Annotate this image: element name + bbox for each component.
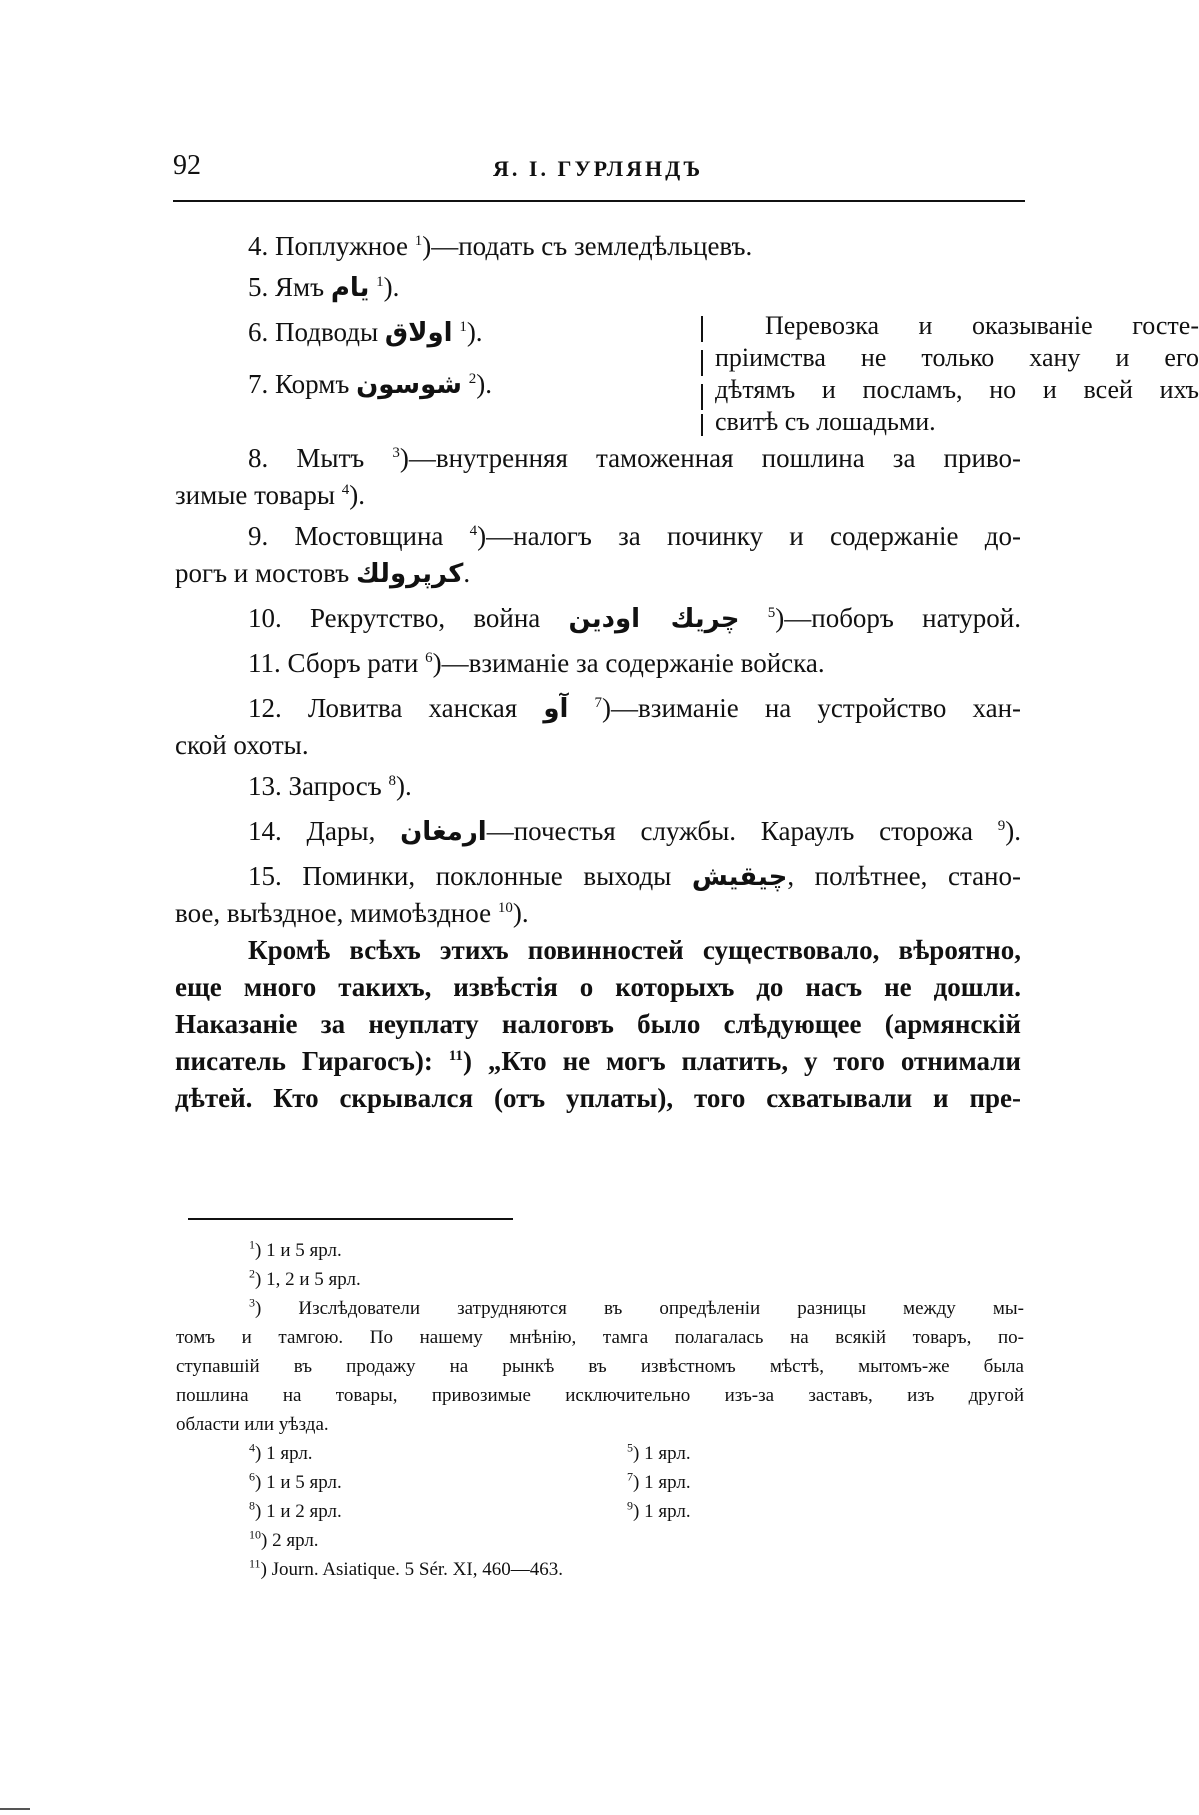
paragraph: Кромѣ всѣхъ этихъ повинностей существовало, вѣроятно, еще много такихъ, извѣстія о которыхъ до насъ не дошли. Наказаніе за неуплату налоговъ было слѣдующее (армянскій писатель Гирагосъ): $^{11}$) „Кто не могъ платить, у того отнимали дѣтей. Кто скрывался (отъ уплаты), того схватывали и пре- [175,935,1021,1113]
item-15: 15. Поминки, поклонные выходы چيقيش, полѣтнее, стано- вое, выѣздное, мимоѣздное $^{10}$). [175,861,1021,928]
footnote-9: $^9$) 1 ярл. [627,1498,691,1522]
brace-line [701,414,703,436]
running-head [173,150,1025,194]
footnote-row [176,1439,1024,1468]
item-14: 14. Дары, ارمغان—почестья службы. Караулъ сторожа $^9$). [248,816,1022,847]
footnote-row [176,1497,1024,1526]
item-8: 8. Мытъ $^3$)—внутренняя таможенная пошлина за приво- зимые товары $^4$). [175,443,1021,510]
item-12: 12. Ловитва ханская آو $^7$)—взиманіе на устройство хан- ской охоты. [175,693,1022,760]
page-number: 92 [173,150,201,181]
bracket-group [175,310,1199,440]
arabic-term: ارمغان [400,817,487,847]
item-4: 4. Поплужное $^1$)—подать съ земледѣльцевъ. [248,231,753,261]
item-11: 11. Сборъ рати $^6$)—взиманіе за содержаніе войска. [248,648,825,678]
item-10: 10. Рекрутство, война چريك اودين $^5$)—поборъ натурой. [248,603,1021,634]
item-13: 13. Запросъ $^8$). [248,771,412,801]
footnote-4: $^4$) 1 ярл. [249,1440,313,1464]
arabic-term: آو [543,694,569,724]
footnote-3: $^3$) Изслѣдователи затрудняются въ опредѣленіи разницы между мы- томъ и тамгою. По нашему мнѣнію, тамга полагалась на всякій товаръ, по- ступавшій въ продажу на рынкѣ въ извѣстномъ мѣстѣ, мытомъ-же была пошлина на товары, привозимые исключительно изъ-за заставъ, изъ другой области или уѣзда. [176,1295,1024,1435]
item-5: 5. Ямъ يام $^1$). [248,272,400,303]
arabic-term: شوسون [356,370,462,400]
brace-line [701,384,703,410]
footnotes [176,1236,1024,1584]
footnote-7: $^7$) 1 ярл. [627,1469,691,1493]
brace-line [701,316,703,342]
main-text [175,228,1199,1117]
running-title: Я. І. ГУРЛЯНДЪ [493,156,704,181]
brace-line [701,350,703,376]
arabic-term: كرپرولك [355,559,464,589]
arabic-term: اولاق [384,318,453,348]
footnote-10: $^{10}$) 2 ярл. [249,1527,319,1551]
footnote-11: $^{11}$) Journ. Asiatique. 5 Sér. XI, 460—463. [249,1556,563,1580]
footnote-5: $^5$) 1 ярл. [627,1440,691,1464]
item-9: 9. Мостовщина $^4$)—налогъ за починку и содержаніе до- рогъ и мостовъ كرپرولك. [175,521,1021,589]
arabic-term: چريك اودين [568,604,740,634]
footnote-1: $^1$) 1 и 5 ярл. [249,1237,342,1261]
item-7: 7. Кормъ شوسون $^2$). [248,369,492,400]
footnote-6: $^6$) 1 и 5 ярл. [249,1469,342,1493]
footnote-rule [188,1218,513,1220]
bracket-description: Перевозка и оказываніе госте- пріимства не только хану и его дѣтямъ и посламъ, но и всей ихъ свитѣ съ лошадьми. [715,311,1199,436]
arabic-term: يام [330,273,370,303]
footnote-8: $^8$) 1 и 2 ярл. [249,1498,342,1522]
arabic-term: چيقيش [691,862,788,892]
header-rule [173,200,1025,202]
item-6: 6. Подводы اولاق $^1$). [248,317,483,348]
scan-edge-mark [0,1808,30,1810]
footnote-2: $^2$) 1, 2 и 5 ярл. [249,1266,361,1290]
footnote-row [176,1468,1024,1497]
